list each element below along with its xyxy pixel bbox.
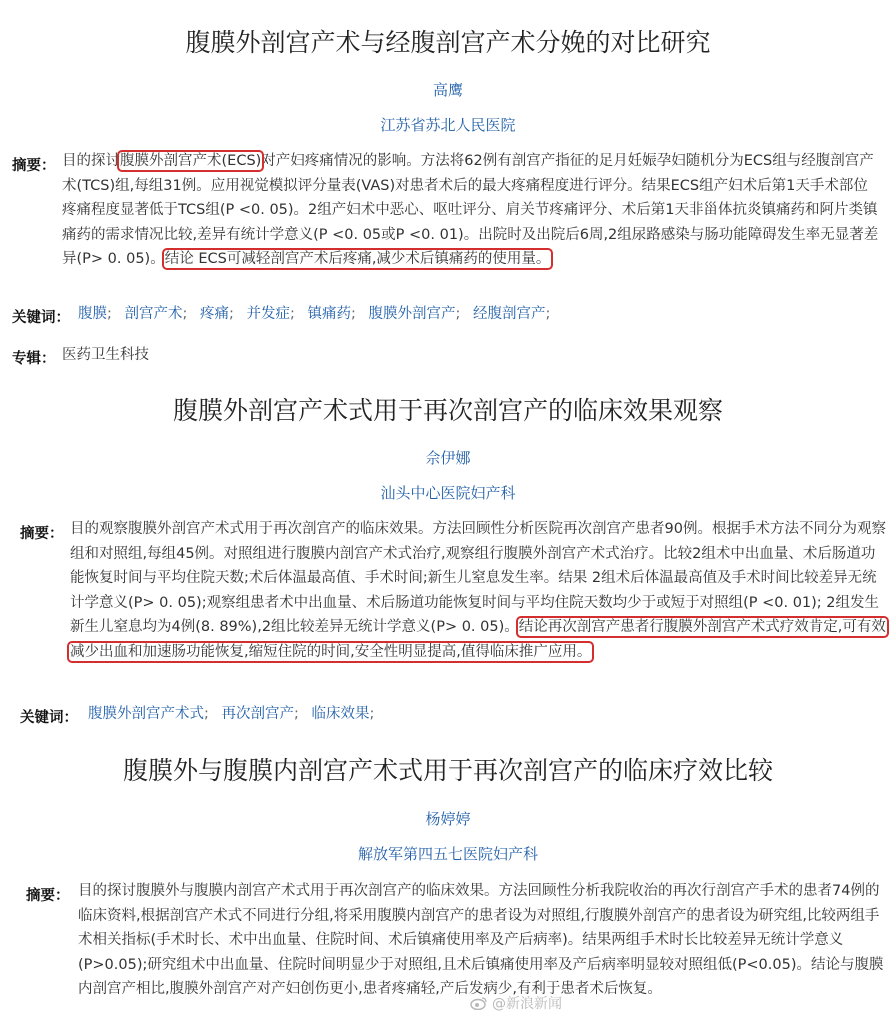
abstract-part: 目的探讨腹膜外与腹膜内剖宫产术式用于再次剖宫产的临床效果。方法回顾性分析我院收治的再次行剖宫产手术的患者74例的临床资料,根据剖宫产术式不同进行分组,将采用腹膜内剖宫产的患者设为对照组,行腹膜外剖宫产的患者设为研究组,比较两组手术相关指标(手术时长、术中出血量、住院时间、术后镇痛使用率及产后病率)。结果两组手术时长比较差异无统计学意义(P>0.05);研究组术中出血量、住院时间明显少于对照组,且术后镇痛使用率及产后病率明显较对照组低(P<0.05)。结论与腹膜内剖宫产相比,腹膜外剖宫产对产妇创伤更小,患者疼痛轻,产后发病少,有利于患者术后恢复。 <box>78 883 884 998</box>
keyword-link[interactable]: 腹膜 <box>78 306 107 322</box>
keywords-list <box>78 302 558 327</box>
keyword-link[interactable]: 经腹剖宫产 <box>473 306 546 322</box>
abstract-part: 目的观察腹膜外剖宫产术式用于再次剖宫产的临床效果。方法回顾性分析医院再次剖宫产患者90例。根据手术方法不同分为观察组和对照组,每组45例。对照组进行腹膜内剖宫产术式治疗,观察组行腹膜外剖宫产术式治疗。比较2组术中出血量、术后肠道功能恢复时间与平均住院天数;术后体温最高值、手术时间;新生儿窒息发生率。结果 2组术后体温最高值及手术时间比较差异无统计学意义(P> 0. 05);观察组患者术中出血量、术后肠道功能恢复时间与平均住院天数均少于或短于对照组(P <0. 01); 2组发生新生儿窒息均为4例(8. 89%),2组比较差异无统计学意义(P> 0. 05)。 <box>70 521 886 636</box>
keyword-separator: ; <box>455 306 461 322</box>
keyword-link[interactable]: 腹膜外剖宫产 <box>368 306 456 322</box>
highlight-box: 结论再次剖宫产患者行腹膜外剖宫产术式疗效肯定,可有效减少出血和加速肠功能恢复,缩短住院的时间,安全性明显提高,值得临床推广应用。 <box>70 619 886 660</box>
abstract-part: 对产妇疼痛情况的影响。方法将62例有剖宫产指征的足月妊娠孕妇随机分为ECS组与经腹剖宫产术(TCS)组,每组31例。应用视觉模拟评分量表(VAS)对患者术后的最大疼痛程度进行评分。结果ECS组产妇术后第1天手术部位疼痛程度显著低于TCS组(P <0. 05)。2组产妇术中恶心、呕吐评分、肩关节疼痛评分、术后第1天非甾体抗炎镇痛药和阿片类镇痛药的需求情况比较,差异有统计学意义(P <0. 05或P <0. 01)。出院时及出院后6周,2组尿路感染与肠功能障碍发生率无显著差异(P> 0. 05)。 <box>62 153 879 268</box>
abstract-text <box>70 517 888 665</box>
abstract-text <box>78 879 886 1002</box>
keyword-link[interactable]: 再次剖宫产 <box>221 706 294 722</box>
keyword-link[interactable]: 临床效果 <box>311 706 370 722</box>
paper-author[interactable]: 佘伊娜 <box>425 449 471 467</box>
watermark <box>470 993 562 1013</box>
keywords-label: 关键词： <box>12 310 70 326</box>
album-value: 医药卫生科技 <box>62 347 149 363</box>
abstract-label: 摘要： <box>26 888 70 904</box>
abstract-label: 摘要： <box>12 158 56 174</box>
paper-author[interactable]: 杨婷婷 <box>425 810 471 828</box>
keyword-separator: ; <box>204 706 209 722</box>
paper-org[interactable]: 江苏省苏北人民医院 <box>380 116 516 134</box>
paper-org[interactable]: 汕头中心医院妇产科 <box>380 484 516 502</box>
keyword-separator: ; <box>290 306 295 322</box>
keyword-link[interactable]: 镇痛药 <box>307 306 351 322</box>
keyword-separator: ; <box>107 306 112 322</box>
paper-title: 腹膜外剖宫产术与经腹剖宫产术分娩的对比研究 <box>185 28 711 57</box>
weibo-icon <box>470 996 488 1010</box>
keyword-link[interactable]: 腹膜外剖宫产术式 <box>88 706 204 722</box>
keyword-separator: ; <box>229 306 234 322</box>
keyword-separator: ; <box>351 306 356 322</box>
highlight-box: 腹膜外剖宫产术(ECS) <box>120 153 262 169</box>
keyword-link[interactable]: 并发症 <box>246 306 290 322</box>
album-label: 专辑： <box>12 351 56 367</box>
keyword-separator: ; <box>545 306 551 322</box>
highlight-box: 结论 ECS可减轻剖宫产术后疼痛,减少术后镇痛药的使用量。 <box>164 251 551 268</box>
paper-org[interactable]: 解放军第四五七医院妇产科 <box>357 845 538 863</box>
paper-title: 腹膜外与腹膜内剖宫产术式用于再次剖宫产的临床疗效比较 <box>122 756 773 785</box>
keyword-separator: ; <box>369 706 375 722</box>
paper-author[interactable]: 高鹰 <box>432 81 463 99</box>
abstract-label: 摘要： <box>20 526 64 542</box>
watermark-text: @新浪新闻 <box>492 996 562 1012</box>
paper-title: 腹膜外剖宫产术式用于再次剖宫产的临床效果观察 <box>172 396 723 425</box>
keyword-link[interactable]: 疼痛 <box>200 306 229 322</box>
keywords-list <box>88 702 382 727</box>
keyword-separator: ; <box>182 306 188 322</box>
abstract-part: 目的探讨 <box>62 153 120 169</box>
abstract-text <box>62 149 882 272</box>
keyword-link[interactable]: 剖宫产术 <box>124 306 183 322</box>
keyword-separator: ; <box>294 706 299 722</box>
keywords-label: 关键词： <box>20 710 78 726</box>
